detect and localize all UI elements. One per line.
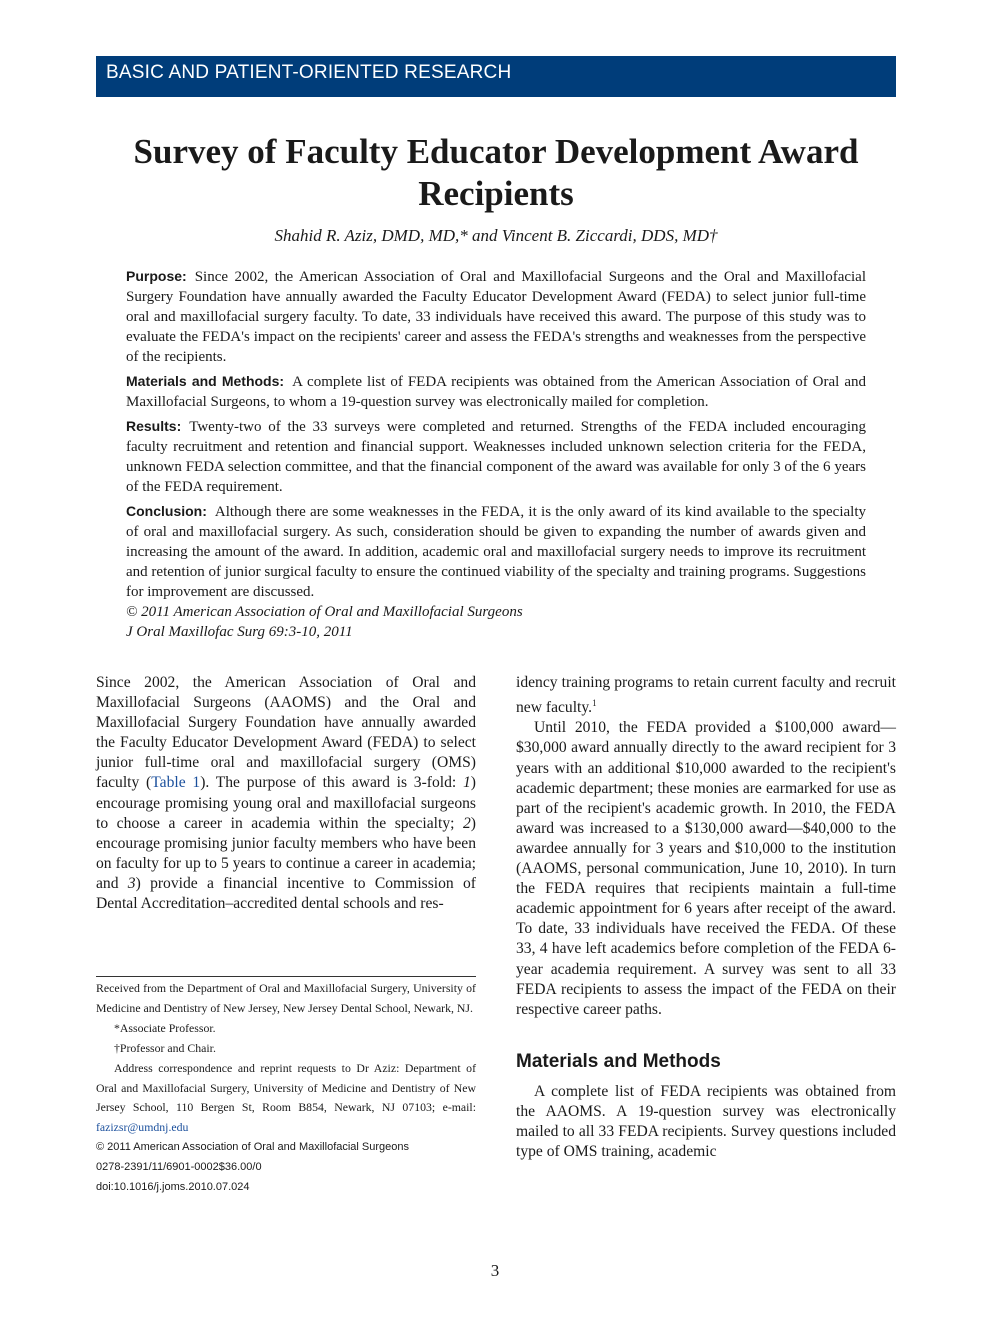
author-line: Shahid R. Aziz, DMD, MD,* and Vincent B. Ziccardi, DDS, MD†: [274, 226, 718, 245]
award-paragraph: Until 2010, the FEDA provided a $100,000 award—$30,000 award annually directly to the award recipient for 3 years with an additional $10,000 awarded to the recipient's academic department; these monies are earmarked for use as part of the recipient's academic growth. In 2010, the FEDA award was increased to a $130,000 award—$40,000 to the awardee annually for 3 years and $10,000 to the institution (AAOMS, personal communication, June 10, 2010). In turn the FEDA requires that recipients maintain a full-time academic appointment for 6 years after receipt of the award. To date, 33 individuals have received the FEDA. Of these 33, 4 have left academics before completion of the FEDA 6-year academia requirement. A survey was sent to all 33 FEDA recipients to assess the impact of the FEDA on their respective career paths.: [516, 719, 896, 1018]
right-column: [516, 673, 896, 1162]
intro-text-b: ). The purpose of this award is 3-fold:: [200, 774, 463, 792]
footnote-associate: *Associate Professor.: [114, 1020, 216, 1035]
results-label: Results:: [126, 418, 182, 434]
continuation-text: idency training programs to retain current faculty and recruit new faculty.: [516, 674, 896, 717]
intro-text-d: ) encourage promising junior faculty members who have been on faculty for up to 5 years to continue a career in academia; and: [96, 814, 476, 892]
list-num-2: 2: [463, 814, 471, 832]
abstract-citation: J Oral Maxillofac Surg 69:3-10, 2011: [126, 624, 353, 640]
abstract-purpose: [126, 266, 866, 367]
purpose-label: Purpose:: [126, 268, 187, 284]
abstract-methods: [126, 371, 866, 412]
abstract-conclusion: [126, 501, 866, 602]
intro-text-c: ) encourage promising young oral and maxillofacial surgeons to choose a career in academia within the specialty;: [96, 774, 476, 832]
section-banner: BASIC AND PATIENT-ORIENTED RESEARCH: [96, 56, 896, 97]
address-text: Address correspondence and reprint requests to Dr Aziz: Department of Oral and Maxillofacial Surgery, University of Medicine and Dentistry of New Jersey School, 110 Bergen St, Room B854, Newark, NJ 07103; e-mail:: [96, 1060, 476, 1115]
reference-1-link[interactable]: 1: [592, 698, 597, 709]
article-title: Survey of Faculty Educator Development Award Recipients: [133, 132, 859, 213]
intro-text-a: Since 2002, the American Association of Oral and Maxillofacial Surgeons (AAOMS) and the Oral and Maxillofacial Surgery Foundation have annually awarded the Faculty Educator Development Award (FEDA) to select junior full-time oral and maxillofacial surgery (OMS) faculty (: [96, 674, 476, 792]
abstract-results: [126, 416, 866, 497]
intro-paragraph: [96, 673, 476, 914]
purpose-text: Since 2002, the American Association of Oral and Maxillofacial Surgeons and the Oral and Maxillofacial Surgery Foundation have annually awarded the Faculty Educator Development Award (FEDA) to select junior full-time oral and maxillofacial surgery faculty. To date, 33 individuals have received this award. The purpose of this study was to evaluate the FEDA's impact on the recipients' career and assess the FEDA's strengths and weaknesses from the perspective of the recipients.: [126, 269, 866, 365]
methods-heading: Materials and Methods: [516, 1050, 721, 1072]
list-num-3: 3: [127, 874, 136, 892]
methods-text: A complete list of FEDA recipients was obtained from the American Association of Oral and Maxillofacial Surgeons, to whom a 19-question survey was electronically mailed for completion.: [126, 374, 866, 410]
abstract-copyright: © 2011 American Association of Oral and Maxillofacial Surgeons: [126, 604, 523, 620]
footnote-copyright: © 2011 American Association of Oral and Maxillofacial Surgeons: [96, 1141, 410, 1154]
results-text: Twenty-two of the 33 surveys were completed and returned. Strengths of the FEDA included encouraging faculty recruitment and retention and financial support. Weaknesses included unknown selection criteria for the FEDA, unknown FEDA selection committee, and that the financial component of the award was available for only 3 of the 6 years of the FEDA requirement.: [126, 419, 866, 495]
conclusion-text: Although there are some weaknesses in the FEDA, it is the only award of its kind available to the specialty of oral and maxillofacial surgery. As such, consideration should be given to expanding the number of awards given and increasing the amount of the award. In addition, academic oral and maxillofacial surgery needs to improve its recruitment and retention of junior surgical faculty to ensure the continued viability of the specialty and training programs. Suggestions for improvement are discussed.: [126, 504, 866, 600]
intro-text-e: ) provide a financial incentive to Commission of Dental Accreditation–accredited dental schools and res-: [96, 874, 476, 913]
footnote-professor: †Professor and Chair.: [114, 1040, 216, 1055]
footnote-doi[interactable]: doi:10.1016/j.joms.2010.07.024: [96, 1181, 250, 1194]
footnotes: [96, 976, 476, 1198]
list-num-1: 1: [463, 774, 471, 792]
abstract: [126, 266, 866, 642]
page-number: 3: [490, 1261, 500, 1280]
footnote-received: Received from the Department of Oral and Maxillofacial Surgery, University of Medicine and Dentistry of New Jersey, New Jersey Dental School, Newark, NJ.: [96, 981, 476, 1015]
footnote-issn: 0278-2391/11/6901-0002$36.00/0: [96, 1161, 262, 1174]
left-column: [96, 673, 476, 914]
footnote-address: [96, 1059, 476, 1139]
intro-continuation: [516, 673, 896, 718]
table-1-link[interactable]: Table 1: [151, 774, 201, 792]
conclusion-label: Conclusion:: [126, 503, 207, 519]
email-link[interactable]: fazizsr@umdnj.edu: [96, 1120, 189, 1135]
methods-paragraph: A complete list of FEDA recipients was obtained from the AAOMS. A 19-question survey was electronically mailed to all 33 FEDA recipients. Survey questions included type of OMS training, academic: [516, 1082, 896, 1161]
methods-label: Materials and Methods:: [126, 373, 285, 389]
